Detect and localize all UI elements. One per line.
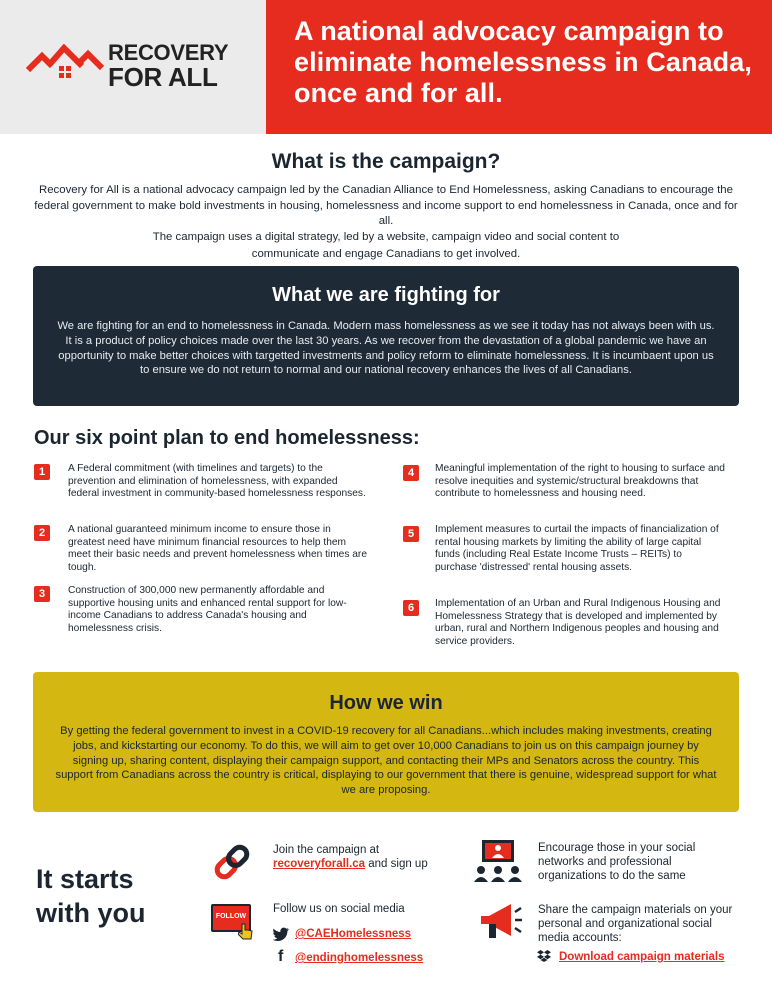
plan-heading: Our six point plan to end homelessness: (34, 427, 420, 449)
plan-number-badge: 2 (34, 525, 50, 541)
join-label: Join the campaign at (273, 844, 380, 856)
fighting-for-body: We are fighting for an end to homelessness in Canada. Modern mass homelessness as we see it today has not always been with us. It is a product of policy choices made over the last 30 years. As we recover from the devastation of a global pandemic we have an opportunity to make better choices with targetted investments and policy reform to eliminate homelessness. It is incumbaent upon us to ensure we do not return to normal and our national recovery enhances the lives of all Canadians. (57, 320, 715, 377)
fighting-for-panel (33, 266, 739, 406)
starts-line-1: It starts (36, 864, 134, 894)
download-materials-link[interactable]: Download campaign materials (559, 951, 725, 963)
follow-badge-label: FOLLOW (215, 913, 247, 920)
encourage-text: Encourage those in your social networks and professional organizations to do the same (538, 842, 696, 882)
how-we-win-body: By getting the federal government to invest in a COVID-19 recovery for all Canadians...which includes making investments, creating jobs, and kickstarting our economy. To do this, we will aim to get over 10,000 Canadians to join us on this campaign journey by signing up, sharing content, displaying their campaign support, and contacting their MPs and Senators across the country. This support from Canadians across the country is critical, displaying to our government that there is genuine, widespread support for what we are proposing. (55, 725, 717, 797)
plan-number-badge: 3 (34, 586, 50, 602)
plan-number-badge: 4 (403, 465, 419, 481)
twitter-handle-link[interactable] (295, 927, 411, 941)
plan-item-text: A national guaranteed minimum income to ensure those in greatest need have minimum financial resources to help them meet their basic needs and prevent homelessness when times are tough. (68, 524, 367, 574)
page-headline: A national advocacy campaign to eliminate homelessness in Canada, once and for all. (294, 16, 752, 108)
plan-item-text: Implement measures to curtail the impacts of financialization of rental housing markets by limiting the ability of large capital funds (including Real Estate Income Trusts – REITs) to purchase 'distressed' rental housing assets. (435, 524, 719, 574)
campaign-description (30, 183, 742, 263)
plan-item-text: Meaningful implementation of the right to housing to surface and resolve inequities and systemic/structural breakdowns that contribute to homelessness and housing need. (435, 463, 725, 500)
campaign-paragraph-3: communicate and engage Canadians to get involved. (251, 248, 521, 260)
plan-number-badge: 5 (403, 526, 419, 542)
join-line (273, 857, 453, 871)
join-suffix: and sign up (365, 858, 428, 870)
plan-number-badge: 1 (34, 464, 50, 480)
fighting-for-heading: What we are fighting for (272, 284, 500, 306)
headline-panel (266, 0, 772, 134)
plan-number-badge: 6 (403, 600, 419, 616)
megaphone-icon (477, 902, 523, 942)
follow-social-label: Follow us on social media (273, 903, 405, 915)
how-we-win-heading: How we win (329, 692, 443, 714)
how-we-win-panel (33, 672, 739, 812)
logo-wordmark (108, 42, 228, 90)
twitter-handle[interactable]: @CAEHomelessness (295, 928, 412, 940)
website-link[interactable]: recoveryforall.ca (273, 858, 366, 870)
campaign-paragraph-2: The campaign uses a digital strategy, led by a website, campaign video and social content to (152, 230, 620, 243)
download-materials-link-wrap[interactable] (559, 950, 725, 964)
logo-line-2: FOR ALL (108, 62, 218, 92)
campaign-heading: What is the campaign? (271, 150, 501, 173)
house-logo-icon (26, 44, 104, 82)
twitter-icon (273, 927, 289, 941)
facebook-handle-link[interactable] (295, 951, 423, 965)
facebook-handle[interactable]: @endinghomelessness (295, 952, 424, 964)
logo-panel (0, 0, 266, 134)
campaign-paragraph-1: Recovery for All is a national advocacy campaign led by the Canadian Alliance to End Homelessness, asking Canadians to encourage the federal government to make bold investments in housing, homelessness and income support to end homelessness in Canada, once and for all. (34, 184, 738, 227)
plan-item-text: A Federal commitment (with timelines and targets) to the prevention and elimination of homelessness, with expanded federal investment in community-based homelessness responses. (68, 463, 366, 500)
it-starts-with-you-heading (36, 862, 146, 930)
plan-item-text: Construction of 300,000 new permanently affordable and supportive housing units and enhanced rental support for low-income Canadians to address Canada's housing and homelessness crisis. (68, 585, 347, 635)
starts-line-2: with you (36, 898, 146, 928)
social-network-icon (474, 838, 522, 884)
plan-item-text: Implementation of an Urban and Rural Indigenous Housing and Homelessness Strategy that is developed and implemented by urban, rural and Northern Indigenous peoples and housing and service providers. (435, 598, 721, 648)
share-materials-text: Share the campaign materials on your personal and organizational social media accounts: (538, 904, 733, 944)
join-campaign-text (273, 843, 453, 871)
dropbox-icon (537, 950, 551, 962)
logo-line-1: RECOVERY (108, 40, 229, 65)
cursor-hand-icon (238, 922, 254, 940)
chain-link-icon (210, 840, 254, 884)
facebook-icon: f (278, 948, 284, 965)
header-banner (0, 0, 772, 134)
